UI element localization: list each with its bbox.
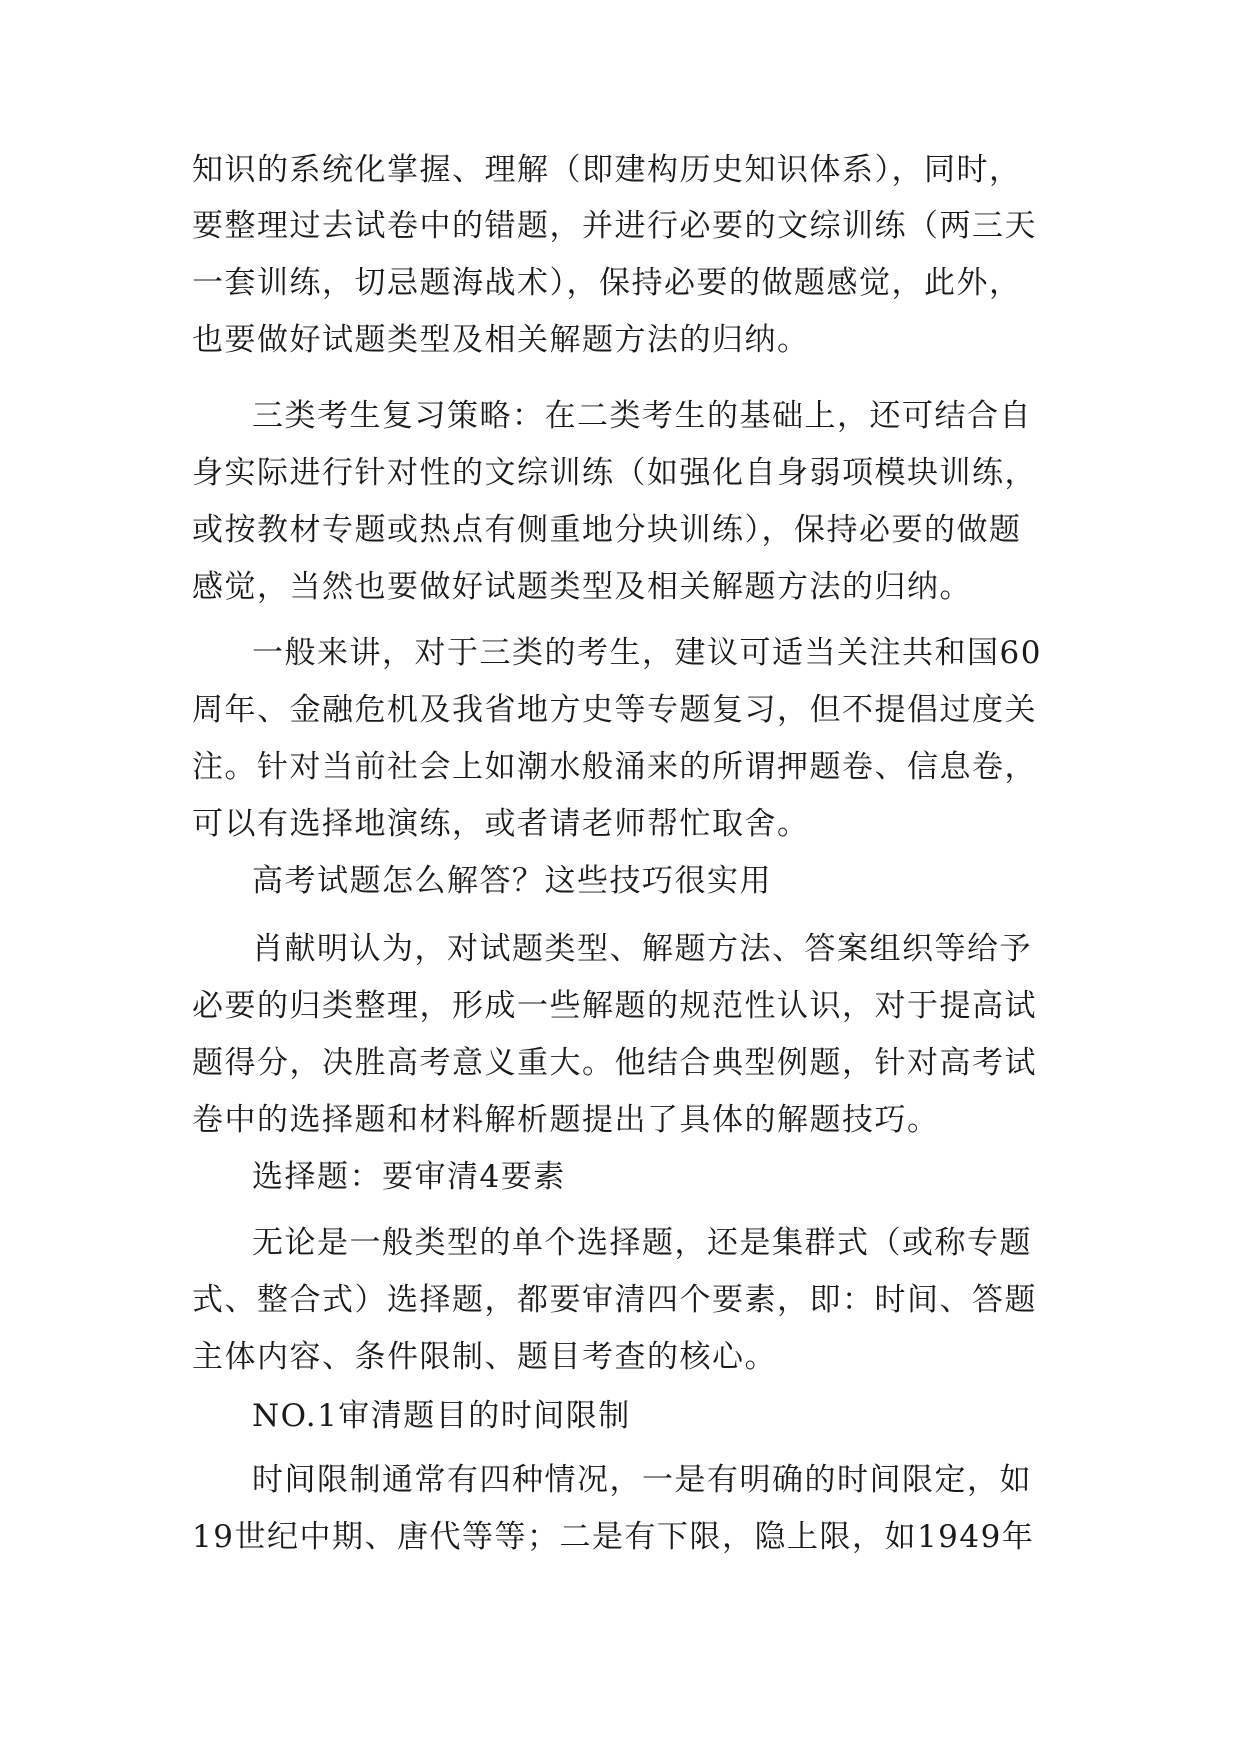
document-page: 知识的系统化掌握、理解（即建构历史知识体系），同时， 要整理过去试卷中的错题，并进行必要的文综训练（两三天 一套训练，切忌题海战术），保持必要的做题感觉，此外， 也要做好试题类型及相关解题方法的归纳。 三类考生复习策略：在二类考生的基础上，还可结合自 身实际进行针对性的文综训练（如强化自身弱项模块训练， 或按教材专题或热点有侧重地分块训练），保持必要的做题 感觉，当然也要做好试题类型及相关解题方法的归纳。 一般来讲，对于三类的考生，建议可适当关注共和国60 周年、金融危机及我省地方史等专题复习，但不提倡过度关 注。针对当前社会上如潮水般涌来的所谓押题卷、信息卷， 可以有选择地演练，或者请老师帮忙取舍。 高考试题怎么解答？这些技巧很实用 肖献明认为，对试题类型、解题方法、答案组织等给予 必要的归类整理，形成一些解题的规范性认识，对于提高试 题得分，决胜高考意义重大。他结合典型例题，针对高考试 卷中的选择题和材料解析题提出了具体的解题技巧。 选择题：要审清4要素 无论是一般类型的单个选择题，还是集群式（或称专题 式、整合式）选择题，都要审清四个要素，即：时间、答题 主体内容、条件限制、题目考查的核心。 NO.1审清题目的时间限制 时间限制通常有四种情况，一是有明确的时间限定，如 19世纪中期、唐代等等；二是有下限，隐上限，如1949年 [192,152,1042,1555]
